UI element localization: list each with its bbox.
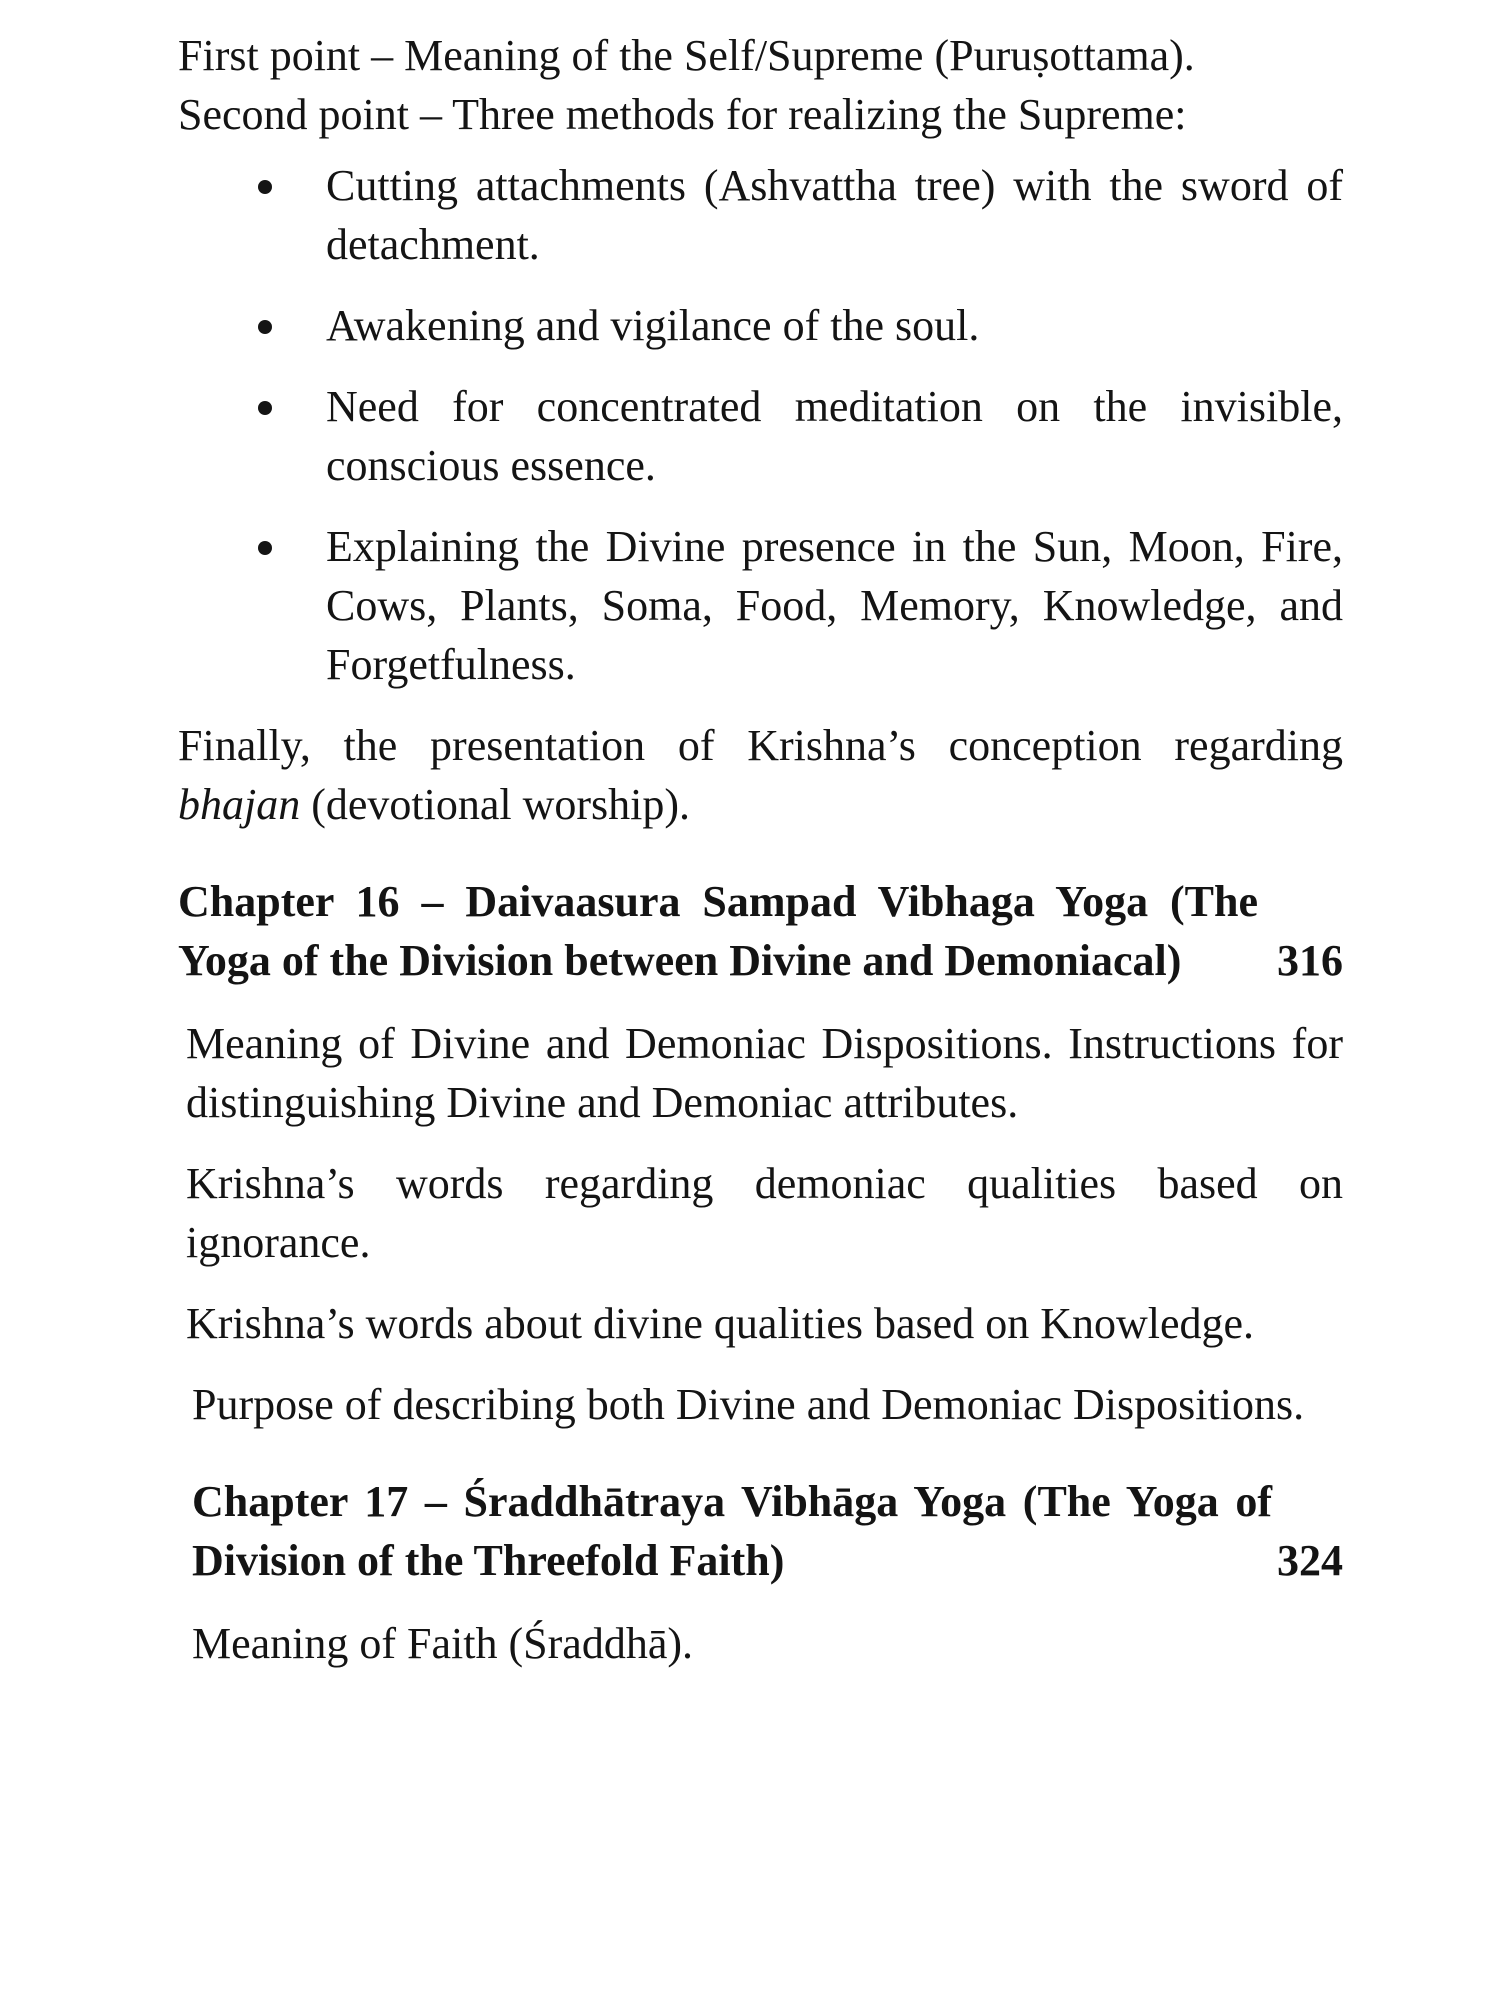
bullet-icon bbox=[258, 401, 272, 415]
first-point-line: First point – Meaning of the Self/Supreme (Puruṣottama). bbox=[178, 31, 1195, 80]
list-item-text: Awakening and vigilance of the soul. bbox=[326, 301, 980, 350]
list-item-text: Explaining the Divine presence in the Sun, Moon, Fire, Cows, Plants, Soma, Food, Memory, Knowledge, and Forgetfulness. bbox=[326, 522, 1343, 689]
finally-italic-term: bhajan bbox=[178, 780, 301, 829]
bullet-icon bbox=[258, 320, 272, 334]
list-item-text: Cutting attachments (Ashvattha tree) with the sword of detachment. bbox=[326, 161, 1343, 269]
chapter-16-paragraph: Purpose of describing both Divine and Demoniac Dispositions. bbox=[192, 1380, 1305, 1429]
chapter-16-paragraph: Krishna’s words about divine qualities based on Knowledge. bbox=[186, 1299, 1255, 1348]
chapter-17-title: Chapter 17 – Śraddhātraya Vibhāga Yoga (The Yoga of Division of the Threefold Faith) bbox=[192, 1477, 1272, 1585]
chapter-16-page-number: 316 bbox=[1277, 936, 1343, 985]
chapter-16-heading bbox=[178, 872, 1343, 990]
bullet-icon bbox=[258, 180, 272, 194]
finally-text-start: Finally, the presentation of Krishna’s conception regarding bbox=[178, 721, 1343, 770]
finally-text-end: (devotional worship). bbox=[300, 780, 691, 829]
second-point-line: Second point – Three methods for realizing the Supreme: bbox=[178, 90, 1187, 139]
chapter-16-paragraph: Krishna’s words regarding demoniac qualities based on ignorance. bbox=[186, 1159, 1343, 1267]
list-item-text: Need for concentrated meditation on the invisible, conscious essence. bbox=[326, 382, 1343, 490]
chapter-17-page-number: 324 bbox=[1277, 1536, 1343, 1585]
list-item bbox=[178, 296, 1343, 355]
finally-paragraph bbox=[178, 716, 1343, 834]
chapter-16-title: Chapter 16 – Daivaasura Sampad Vibhaga Yoga (The Yoga of the Division between Divine and Demoniacal) bbox=[178, 877, 1258, 985]
toc-page bbox=[178, 26, 1343, 1695]
list-item bbox=[178, 377, 1343, 495]
chapter-17-paragraph: Meaning of Faith (Śraddhā). bbox=[192, 1619, 693, 1668]
list-item bbox=[178, 517, 1343, 694]
chapter-16-paragraph: Meaning of Divine and Demoniac Dispositions. Instructions for distinguishing Divine and Demoniac attributes. bbox=[186, 1019, 1343, 1127]
bullet-icon bbox=[258, 541, 272, 555]
list-item bbox=[178, 156, 1343, 274]
methods-list bbox=[178, 156, 1343, 694]
chapter-17-heading bbox=[192, 1472, 1343, 1590]
